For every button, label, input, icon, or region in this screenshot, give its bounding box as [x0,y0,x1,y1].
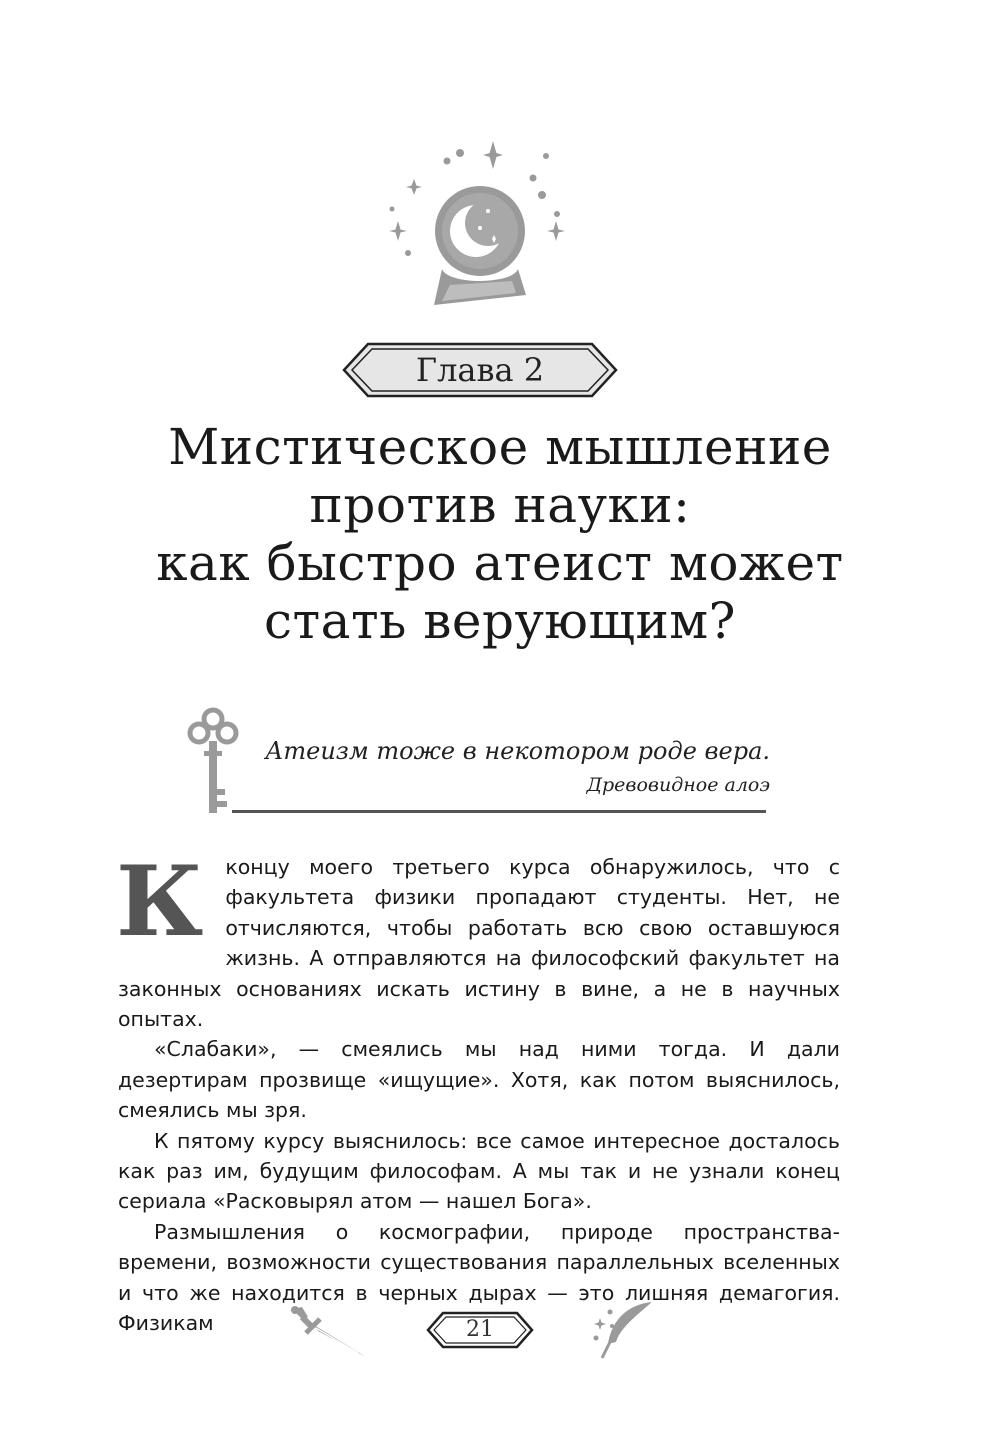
dagger-icon [288,1303,370,1361]
body-text [116,845,840,1339]
crystal-ball-icon [380,135,580,315]
drop-cap: К [116,845,204,958]
page-number: 21 [466,1317,494,1342]
epigraph-divider [232,810,766,813]
page-number-banner [425,1310,535,1350]
title-line: стать верующим? [264,592,736,650]
chapter-banner [340,340,620,400]
epigraph-quote: Атеизм тоже в некотором роде вера. [265,737,770,765]
title-line: Мистическое мышление [168,418,832,476]
epigraph-author: Древовидное алоэ [586,774,770,796]
paragraph: К пятому курсу выяснилось: все самое интересное досталось как раз им, будущим философам. А мы так и не узнали конец сериала «Расковырял атом — нашел Бога». [118,1128,840,1214]
paragraph: «Слабаки», — смеялись мы над ними тогда. И дали дезертирам прозвище «ищущие». Хотя, как потом выяснилось, смеялись мы зря. [118,1037,840,1123]
chapter-label: Глава 2 [415,351,545,389]
feather-icon [590,1298,660,1362]
paragraph: Размышления о космографии, природе пространства-времени, возможности существования параллельных вселенных и что же находится в черных дырах — это лишняя демагогия. Физикам [118,1219,840,1336]
title-line: как быстро атеист может [156,534,844,592]
epigraph [250,732,770,800]
chapter-title [100,418,900,650]
title-line: против науки: [309,476,691,534]
key-icon [182,705,244,817]
paragraph: концу моего третьего курса обнаружилось, что с факультета физики пропадают студенты. Нет, не отчисляются, чтобы работать всю свою оставшуюся жизнь. А отправляются на философский факультет на законных основаниях искать истину в вине, а не в научных опытах. [118,855,840,1032]
